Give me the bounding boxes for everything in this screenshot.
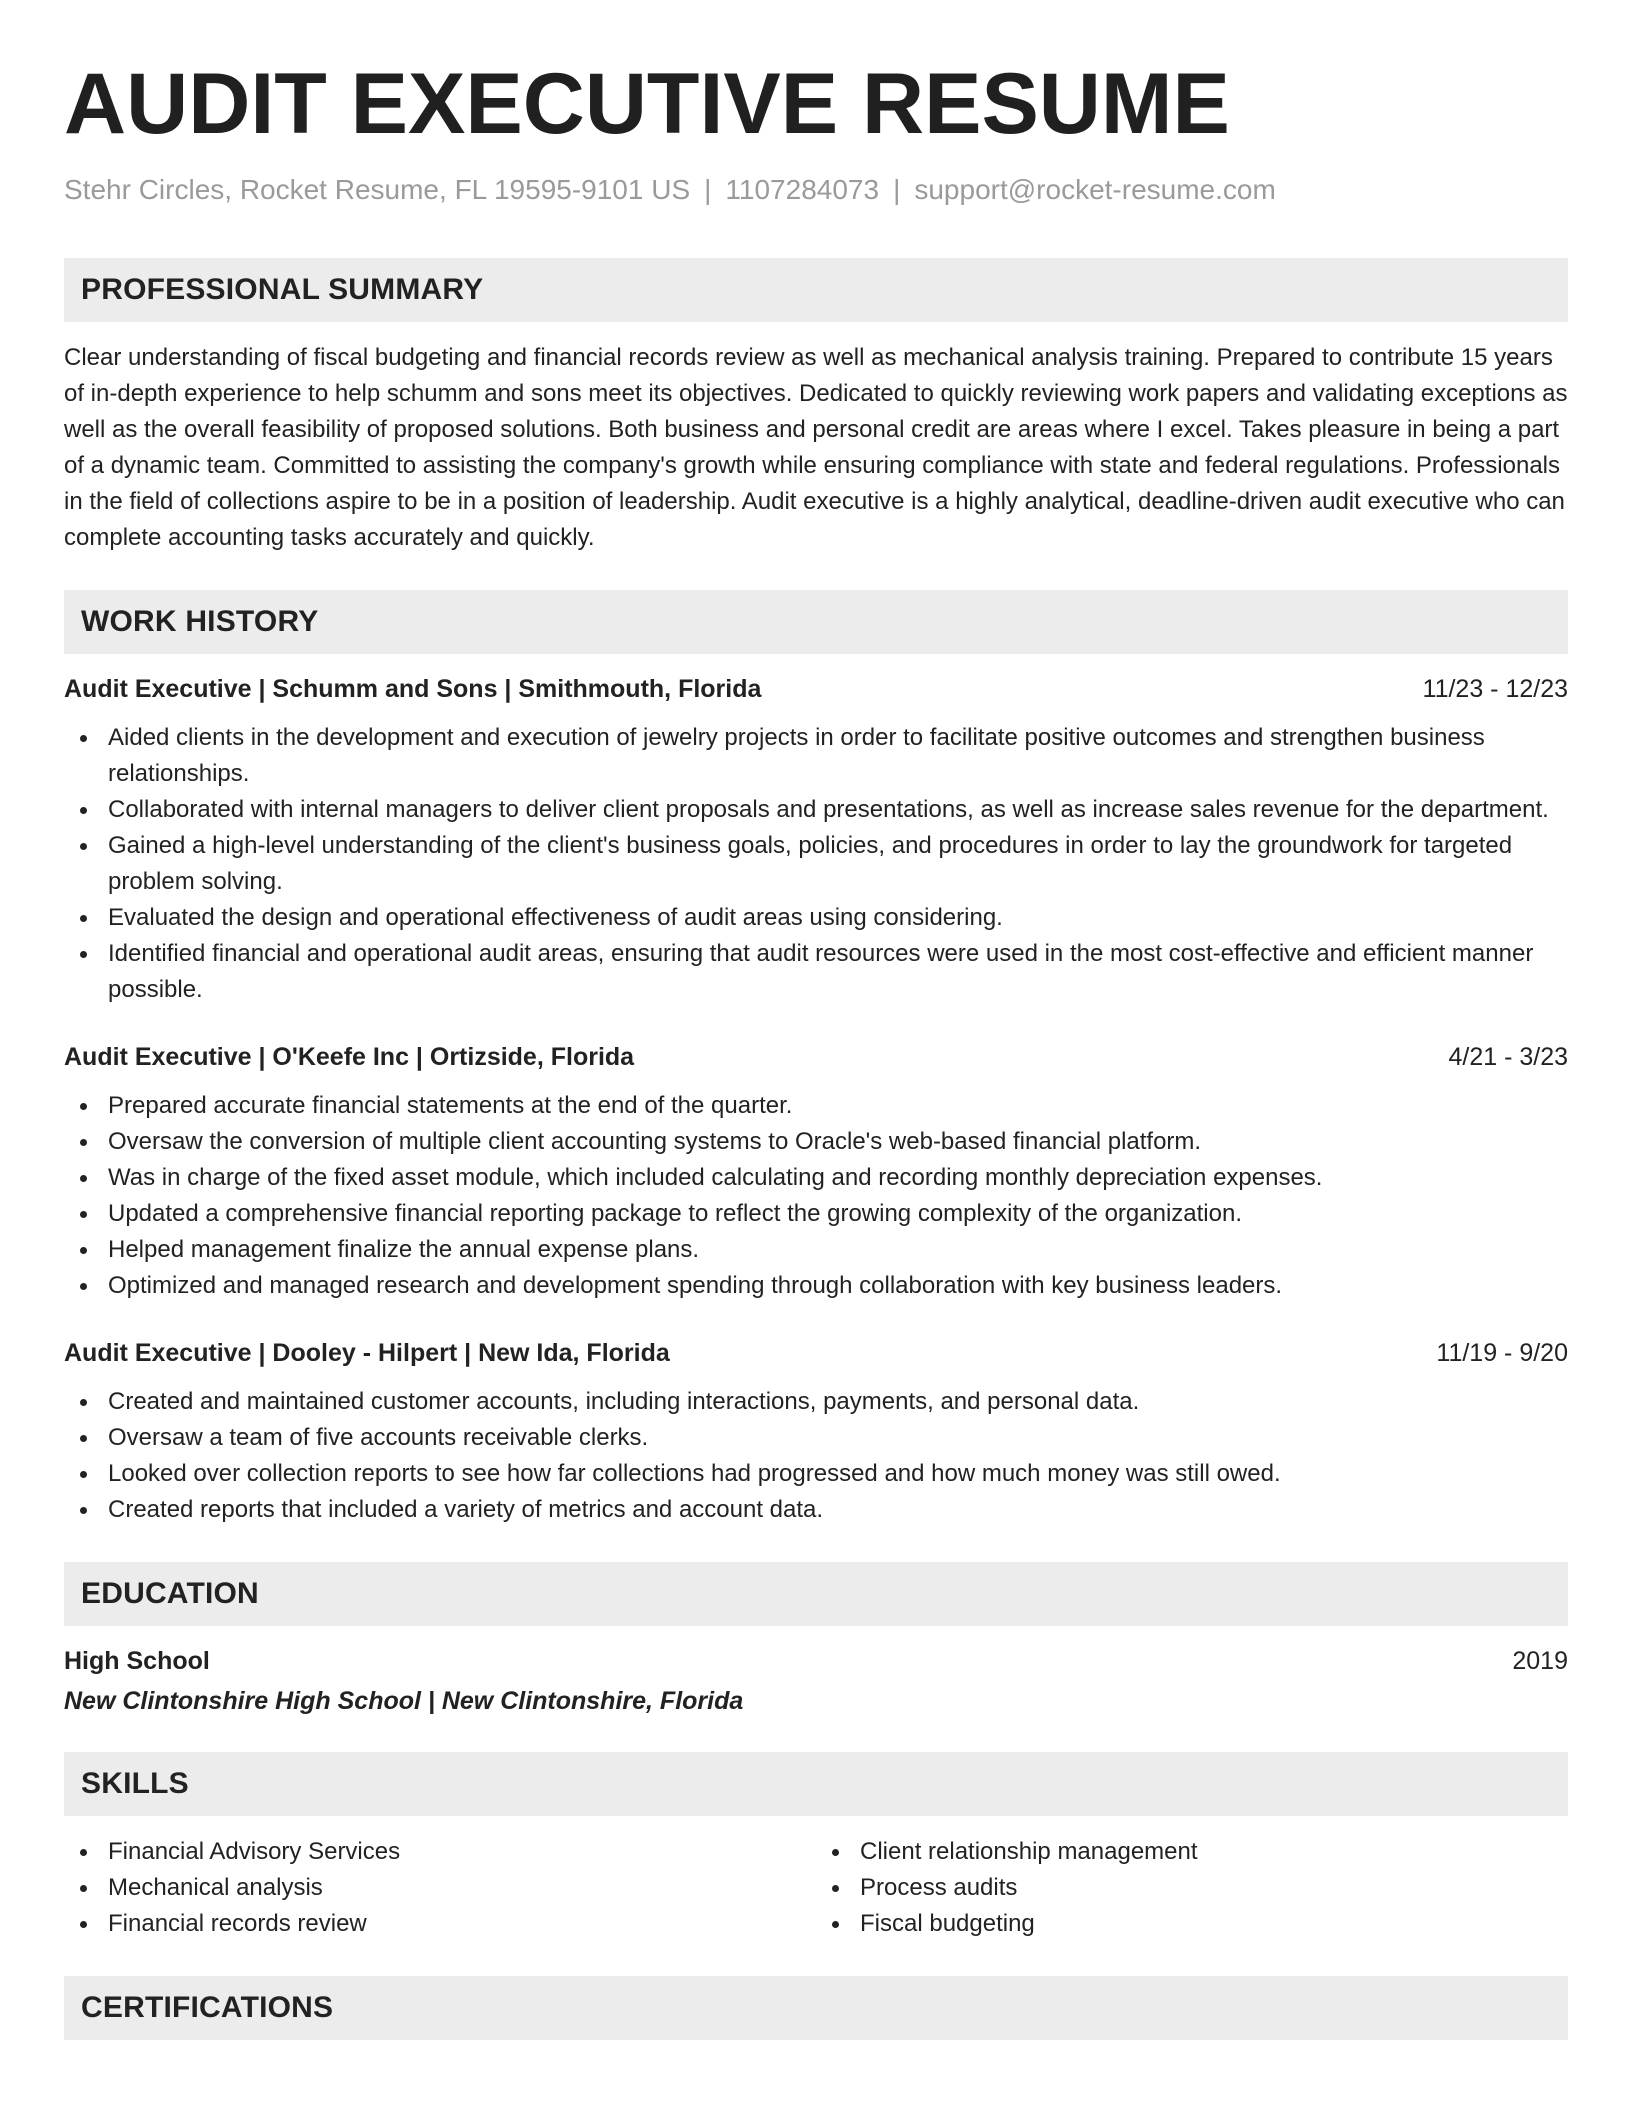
section-header-certifications: CERTIFICATIONS <box>64 1976 1568 2040</box>
job-bullet: Aided clients in the development and execution of jewelry projects in order to facilitate positive outcomes and strengthen business relationships. <box>64 720 1568 792</box>
job-bullet: Looked over collection reports to see how far collections had progressed and how much money was still owed. <box>64 1456 1568 1492</box>
skill-item: Fiscal budgeting <box>816 1906 1568 1942</box>
skill-item: Client relationship management <box>816 1834 1568 1870</box>
job-title: Audit Executive | Schumm and Sons | Smithmouth, Florida <box>64 675 762 703</box>
job-entry <box>64 1336 1568 1528</box>
section-header-skills: SKILLS <box>64 1752 1568 1816</box>
job-title: Audit Executive | O'Keefe Inc | Ortizside, Florida <box>64 1043 635 1071</box>
job-bullet: Created reports that included a variety of metrics and account data. <box>64 1492 1568 1528</box>
contact-email: support@rocket-resume.com <box>914 174 1276 205</box>
contact-separator: | <box>893 174 901 205</box>
education-header <box>64 1644 1568 1678</box>
job-bullet: Created and maintained customer accounts, including interactions, payments, and personal data. <box>64 1384 1568 1420</box>
job-bullet: Identified financial and operational audit areas, ensuring that audit resources were used in the most cost-effective and efficient manner possible. <box>64 936 1568 1008</box>
job-bullets <box>64 1384 1568 1528</box>
job-bullet: Optimized and managed research and development spending through collaboration with key business leaders. <box>64 1268 1568 1304</box>
contact-separator: | <box>704 174 712 205</box>
skills-column-right <box>816 1834 1568 1942</box>
job-bullet: Gained a high-level understanding of the client's business goals, policies, and procedures in order to lay the groundwork for targeted problem solving. <box>64 828 1568 900</box>
job-bullet: Was in charge of the fixed asset module, which included calculating and recording monthly depreciation expenses. <box>64 1160 1568 1196</box>
contact-address: Stehr Circles, Rocket Resume, FL 19595-9101 US <box>64 174 691 205</box>
job-entry <box>64 1040 1568 1304</box>
contact-line <box>64 172 1568 208</box>
summary-text: Clear understanding of fiscal budgeting and financial records review as well as mechanical analysis training. Prepared to contribute 15 years of in-depth experience to help schumm and sons meet its objectives. Dedicated to quickly reviewing work papers and validating exceptions as well as the overall feasibility of proposed solutions. Both business and personal credit are areas where I excel. Takes pleasure in being a part of a dynamic team. Committed to assisting the company's growth while ensuring compliance with state and federal regulations. Professionals in the field of collections aspire to be in a position of leadership. Audit executive is a highly analytical, deadline-driven audit executive who can complete accounting tasks accurately and quickly. <box>64 344 1568 551</box>
job-bullet: Prepared accurate financial statements at the end of the quarter. <box>64 1088 1568 1124</box>
job-bullet: Collaborated with internal managers to deliver client proposals and presentations, as well as increase sales revenue for the department. <box>64 792 1568 828</box>
skill-item: Financial Advisory Services <box>64 1834 816 1870</box>
contact-phone: 1107284073 <box>725 174 880 205</box>
job-bullet: Updated a comprehensive financial reporting package to reflect the growing complexity of the organization. <box>64 1196 1568 1232</box>
section-header-education: EDUCATION <box>64 1562 1568 1626</box>
section-header-work-history: WORK HISTORY <box>64 590 1568 654</box>
skills-column-left <box>64 1834 816 1942</box>
education-degree: High School <box>64 1647 210 1675</box>
skills-grid <box>64 1834 1568 1942</box>
skill-item: Financial records review <box>64 1906 816 1942</box>
job-header <box>64 1336 1568 1370</box>
skill-item: Process audits <box>816 1870 1568 1906</box>
resume-title: AUDIT EXECUTIVE RESUME <box>64 56 1230 152</box>
job-dates: 11/23 - 12/23 <box>1422 675 1568 703</box>
section-header-summary: PROFESSIONAL SUMMARY <box>64 258 1568 322</box>
education-year: 2019 <box>1512 1647 1568 1675</box>
skill-item: Mechanical analysis <box>64 1870 816 1906</box>
skills-list <box>816 1834 1568 1942</box>
skills-list <box>64 1834 816 1942</box>
job-dates: 11/19 - 9/20 <box>1436 1339 1568 1367</box>
job-bullet: Evaluated the design and operational effectiveness of audit areas using considering. <box>64 900 1568 936</box>
job-entry <box>64 672 1568 1008</box>
job-bullet: Oversaw the conversion of multiple client accounting systems to Oracle's web-based financial platform. <box>64 1124 1568 1160</box>
job-title: Audit Executive | Dooley - Hilpert | New Ida, Florida <box>64 1339 670 1367</box>
job-header <box>64 672 1568 706</box>
job-bullets <box>64 1088 1568 1304</box>
education-school: New Clintonshire High School | New Clintonshire, Florida <box>64 1687 744 1715</box>
job-bullet: Helped management finalize the annual expense plans. <box>64 1232 1568 1268</box>
job-header <box>64 1040 1568 1074</box>
job-bullets <box>64 720 1568 1008</box>
job-dates: 4/21 - 3/23 <box>1448 1043 1568 1071</box>
job-bullet: Oversaw a team of five accounts receivable clerks. <box>64 1420 1568 1456</box>
